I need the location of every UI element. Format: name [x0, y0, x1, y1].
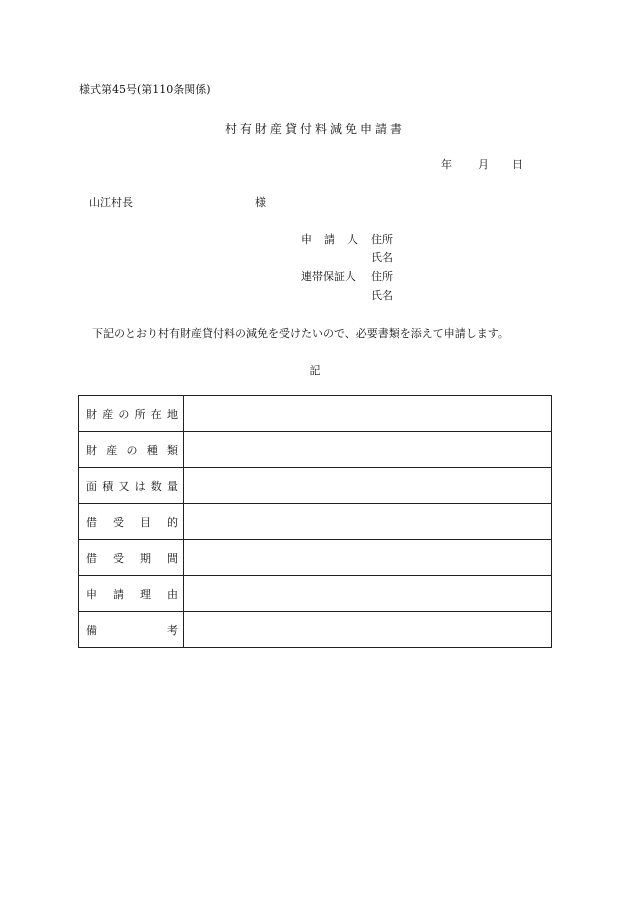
row-label-reason: 申請理由	[79, 576, 184, 612]
ki-heading: 記	[309, 364, 321, 377]
row-value-period[interactable]	[184, 540, 552, 576]
document-title: 村有財産貸付料減免申請書	[224, 122, 405, 136]
addressee-name: 山江村長	[89, 196, 133, 209]
table-row	[79, 612, 552, 648]
row-label-remarks: 備考	[79, 612, 184, 648]
table-row	[79, 540, 552, 576]
row-value-area[interactable]	[184, 468, 552, 504]
date-year-label: 年	[441, 158, 452, 171]
row-label-location: 財産の所在地	[79, 396, 184, 432]
form-number: 様式第45号(第110条関係)	[79, 83, 211, 96]
row-value-location[interactable]	[184, 396, 552, 432]
request-statement: 下記のとおり村有財産貸付料の減免を受けたいので、必要書類を添えて申請します。	[92, 327, 509, 340]
applicant-address-label: 住所	[371, 233, 393, 246]
guarantor-address-label: 住所	[371, 270, 393, 283]
table-row	[79, 468, 552, 504]
applicant-label: 申請人	[301, 233, 358, 246]
guarantor-name-label: 氏名	[371, 289, 393, 302]
row-label-type: 財産の種類	[79, 432, 184, 468]
row-value-type[interactable]	[184, 432, 552, 468]
date-month-label: 月	[478, 158, 489, 171]
table-row	[79, 504, 552, 540]
date-day-label: 日	[512, 158, 523, 171]
table-row	[79, 396, 552, 432]
row-value-reason[interactable]	[184, 576, 552, 612]
table-row	[79, 432, 552, 468]
row-label-purpose: 借受目的	[79, 504, 184, 540]
details-table	[78, 395, 552, 648]
row-label-period: 借受期間	[79, 540, 184, 576]
guarantor-label: 連帯保証人	[301, 270, 356, 283]
row-value-purpose[interactable]	[184, 504, 552, 540]
applicant-name-label: 氏名	[371, 251, 393, 264]
row-value-remarks[interactable]	[184, 612, 552, 648]
table-row	[79, 576, 552, 612]
addressee-honorific: 様	[255, 196, 266, 209]
row-label-area: 面積又は数量	[79, 468, 184, 504]
